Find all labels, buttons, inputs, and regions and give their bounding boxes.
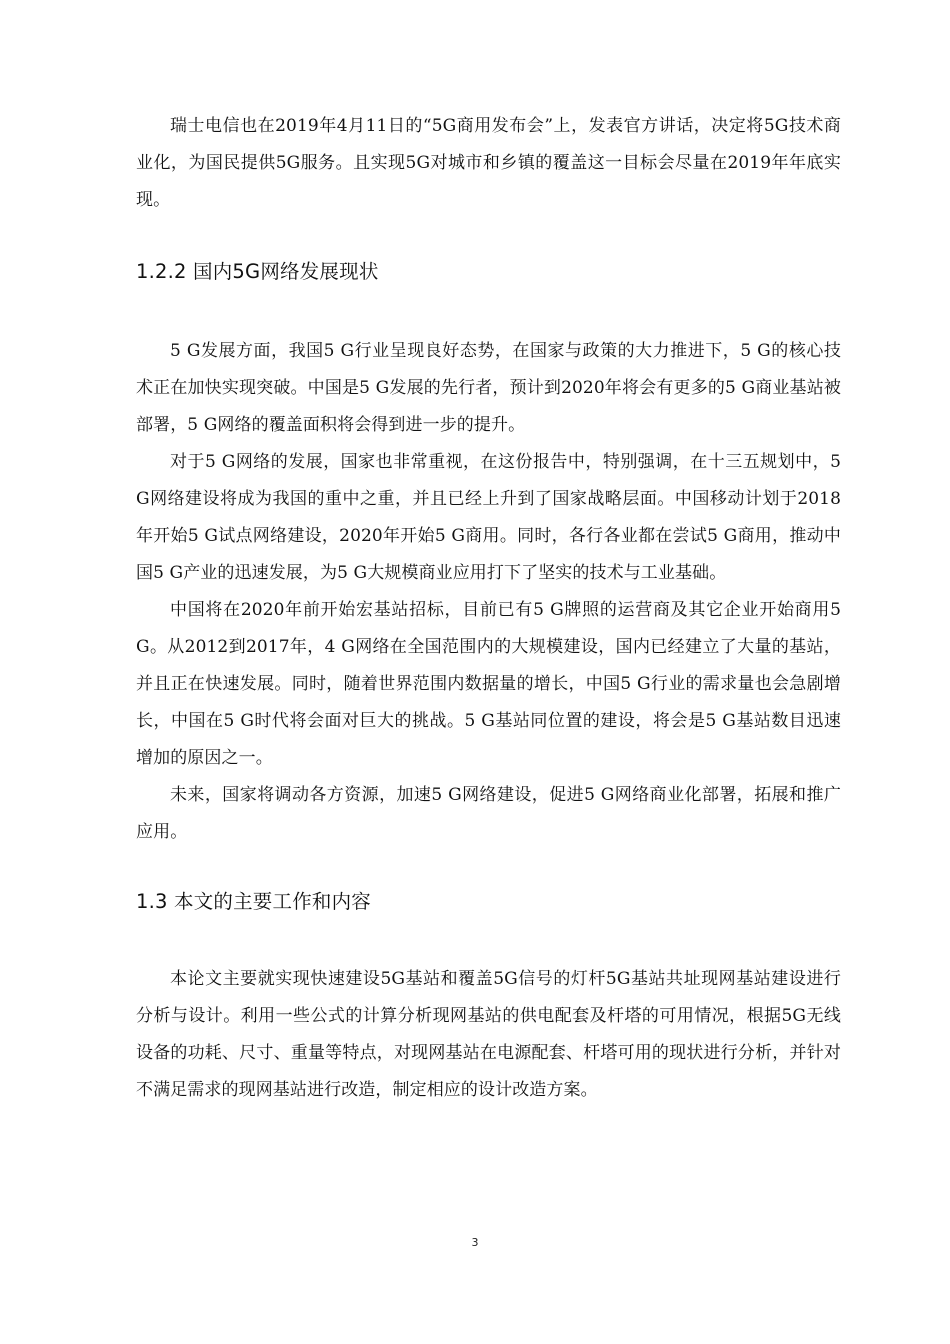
- section-1-2-2-paragraph-1: 5 G发展方面，我国5 G行业呈现良好态势，在国家与政策的大力推进下，5 G的核心技术正在加快实现突破。中国是5 G发展的先行者，预计到2020年将会有更多的5 G商业基站被部署，5 G网络的覆盖面积将会得到进一步的提升。: [136, 341, 841, 435]
- section-heading-1-3: 1.3 本文的主要工作和内容: [136, 890, 372, 913]
- page-number: 3: [471, 1236, 479, 1249]
- intro-paragraph: 瑞士电信也在2019年4月11日的“5G商用发布会”上，发表官方讲话，决定将5G技术商业化，为国民提供5G服务。且实现5G对城市和乡镇的覆盖这一目标会尽量在2019年年底实现。: [136, 116, 841, 210]
- section-1-2-2-paragraph-3: 中国将在2020年前开始宏基站招标，目前已有5 G牌照的运营商及其它企业开始商用5 G。从2012到2017年，4 G网络在全国范围内的大规模建设，国内已经建立了大量的基站，并且正在快速发展。同时，随着世界范围内数据量的增长，中国5 G行业的需求量也会急剧增长，中国在5 G时代将会面对巨大的挑战。5 G基站同位置的建设，将会是5 G基站数目迅速增加的原因之一。: [136, 600, 841, 768]
- section-1-2-2-paragraph-2: 对于5 G网络的发展，国家也非常重视，在这份报告中，特别强调，在十三五规划中，5 G网络建设将成为我国的重中之重，并且已经上升到了国家战略层面。中国移动计划于2018年开始5 G试点网络建设，2020年开始5 G商用。同时，各行各业都在尝试5 G商用，推动中国5 G产业的迅速发展，为5 G大规模商业应用打下了坚实的技术与工业基础。: [136, 452, 841, 583]
- page-content: [136, 108, 841, 1109]
- section-1-2-2-paragraph-4: 未来，国家将调动各方资源，加速5 G网络建设，促进5 G网络商业化部署，拓展和推广应用。: [136, 785, 841, 842]
- section-1-3-paragraph-1: 本论文主要就实现快速建设5G基站和覆盖5G信号的灯杆5G基站共址现网基站建设进行分析与设计。利用一些公式的计算分析现网基站的供电配套及杆塔的可用情况，根据5G无线设备的功耗、尺寸、重量等特点，对现网基站在电源配套、杆塔可用的现状进行分析，并针对不满足需求的现网基站进行改造，制定相应的设计改造方案。: [136, 969, 841, 1100]
- section-heading-1-2-2: 1.2.2 国内5G网络发展现状: [136, 260, 379, 283]
